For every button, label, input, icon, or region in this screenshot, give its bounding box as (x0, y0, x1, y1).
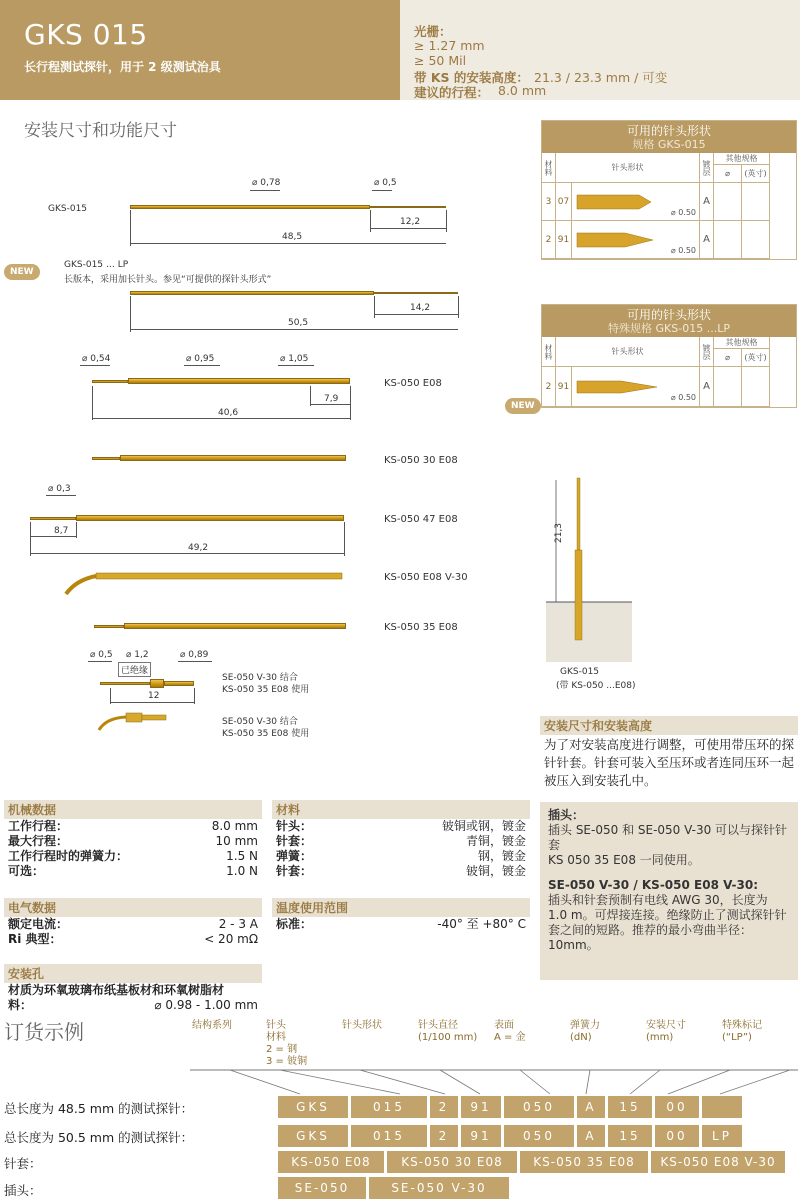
dim-ext (130, 296, 131, 332)
dim-line (310, 404, 350, 405)
dim-line (374, 314, 458, 315)
order-col-install: 安装尺寸 (mm) (646, 1020, 686, 1043)
dim-ext (76, 522, 77, 538)
dim-ext (350, 386, 351, 420)
dim-d089: ⌀ 0,89 (180, 650, 209, 660)
plug-pin (164, 681, 194, 686)
grid-label: 光栅： (414, 24, 452, 39)
mech-row: 可选： 1.0 N (8, 864, 258, 878)
row1-empty (742, 183, 770, 221)
row2-mat: 2 (542, 221, 556, 259)
sleeve-30-nose (92, 457, 120, 460)
order-col-spring: 弹簧力 (dN) (570, 1020, 600, 1043)
dim-d054: ⌀ 0,54 (82, 354, 111, 364)
tip-table-lp-subtitle: 特殊规格 GKS-015 ...LP (608, 322, 730, 335)
row1-code: 07 (556, 183, 572, 221)
dim-line (130, 243, 446, 244)
order-row2-label: 总长度为 50.5 mm 的测试探针： (4, 1130, 194, 1145)
row1-empty (714, 183, 742, 221)
plug-note2-a: SE-050 V-30 结合 (222, 717, 298, 727)
dim-ext (92, 386, 93, 420)
col-material: 材料 (542, 337, 556, 367)
installation-drawing (540, 470, 640, 670)
tip-shape-91-icon (575, 230, 655, 250)
order-row1: GKS 015 2 91 050 A 15 00 (278, 1096, 745, 1118)
col-material: 材料 (542, 153, 556, 183)
tip-table-standard (541, 120, 797, 260)
tip-shape-07-icon (575, 192, 655, 212)
col-mil: (英寸) (742, 349, 770, 367)
sleeve-30-body (120, 455, 346, 461)
sleeve-label-47: KS-050 47 E08 (384, 514, 458, 525)
temp-row: 标准： -40° 至 +80° C (276, 917, 526, 931)
hole-block (4, 964, 262, 1013)
dim-d105: ⌀ 1,05 (280, 354, 309, 364)
ks-height-label: 带 KS 的安装高度： (414, 70, 529, 85)
sleeve-47-body (76, 515, 344, 521)
spec-summary (400, 0, 800, 100)
dim-d12: ⌀ 1,2 (126, 650, 149, 660)
dim-leader (80, 365, 110, 366)
order-heading: 订货示例 (4, 1020, 84, 1044)
tip-table-lp-title: 可用的针头形状 (626, 308, 711, 322)
dim-ext (446, 210, 447, 232)
col-d: ⌀ (714, 349, 742, 367)
section-dimensions-title: 安装尺寸和功能尺寸 (24, 121, 177, 141)
row2-plating: A (700, 221, 714, 259)
dim-l12: 12 (148, 691, 160, 701)
elec-row: Ri 典型： < 20 mΩ (8, 932, 258, 946)
grid-mil: ≥ 50 Mil (414, 53, 467, 68)
order-row2: GKS 015 2 91 050 A 15 00 LP (278, 1125, 745, 1147)
dim-line (130, 329, 458, 330)
drawing-label-lp: GKS-015 … LP (64, 260, 129, 270)
travel-label: 建议的行程： (414, 85, 490, 100)
plug-p3: 插头和针套预制有电线 AWG 30，长度为 1.0 m。可焊接连接。绝缘防止了测试探针针套之间的短路。推荐的最小弯曲半径：10mm。 (548, 893, 787, 952)
sleeve-e08-body (128, 378, 350, 384)
dim-ext (194, 688, 195, 704)
lp-row1-plating: A (700, 367, 714, 407)
elec-heading: 电气数据 (4, 898, 262, 917)
row2-empty (714, 221, 742, 259)
new-badge: NEW (4, 264, 40, 280)
order-sleeve-label: 针套： (4, 1156, 42, 1171)
row2-shape (572, 221, 700, 259)
dim-leader (88, 661, 112, 662)
col-shape: 针头形状 (556, 337, 700, 367)
dim-ext (458, 296, 459, 318)
row1-plating: A (700, 183, 714, 221)
col-other: 其他规格 (714, 153, 770, 165)
dim-line (370, 228, 446, 229)
plug-wire (100, 682, 150, 685)
probe-lp-body (130, 291, 374, 295)
tip-table-lp-header (542, 305, 796, 337)
sleeve-e08-nose (92, 380, 128, 383)
install-text: 为了对安装高度进行调整，可使用带压环的探针针套。针套可装入至压环或者连同压环一起被压入到安装孔中。 (544, 737, 795, 788)
dim-line (30, 536, 76, 537)
tip-table-title: 可用的针头形状 (626, 124, 711, 138)
plug-heading-2: SE-050 V-30 / KS-050 E08 V-30: (548, 878, 758, 892)
dim-d078: ⌀ 0,78 (252, 178, 281, 188)
mech-row: 最大行程： 10 mm (8, 834, 258, 848)
travel-value: 8.0 mm (498, 83, 547, 98)
dim-l485: 48,5 (282, 232, 303, 242)
lp-row1-mat: 2 (542, 367, 556, 407)
temp-heading: 温度使用范围 (272, 898, 530, 917)
install-label-2: (带 KS-050 ...E08) (556, 681, 636, 691)
material-row: 针套： 青铜，镀金 (276, 834, 526, 848)
material-block (272, 800, 530, 879)
dim-l505: 50,5 (288, 318, 309, 328)
temp-block (272, 898, 530, 932)
row2-code: 91 (556, 221, 572, 259)
dim-ext (344, 522, 345, 556)
dim-leader (372, 190, 392, 191)
sleeve-label-35: KS-050 35 E08 (384, 622, 458, 633)
dim-ext (310, 386, 311, 406)
dim-l406: 40,6 (218, 408, 239, 418)
col-other: 其他规格 (714, 337, 770, 349)
row1-shape (572, 183, 700, 221)
material-row: 弹簧： 钢，镀金 (276, 849, 526, 863)
hole-line2: 料： ⌀ 0.98 - 1.00 mm (8, 998, 258, 1012)
row1-mat: 3 (542, 183, 556, 221)
page-title: GKS 015 (24, 18, 148, 51)
page-subtitle: 长行程测试探针，用于 2 级测试治具 (24, 60, 221, 74)
probe-lp-tip (374, 292, 458, 294)
sleeve-label-v30: KS-050 E08 V-30 (384, 572, 468, 583)
dim-line (92, 418, 350, 419)
sleeve-35-body (124, 623, 346, 629)
mech-heading: 机械数据 (4, 800, 262, 819)
material-heading: 材料 (272, 800, 530, 819)
dim-leader (178, 661, 212, 662)
tip-table-lp (541, 304, 797, 408)
ks-height-value: 21.3 / 23.3 mm / 可变 (534, 70, 668, 85)
order-row1-label: 总长度为 48.5 mm 的测试探针： (4, 1101, 194, 1116)
dim-d03: ⌀ 0,3 (48, 484, 71, 494)
plug-note2-b: KS-050 35 E08 使用 (222, 729, 310, 739)
lp-row1-shape (572, 367, 700, 407)
order-col-diameter: 针头直径 (1/100 mm) (418, 1020, 478, 1043)
plug-v30-drawing (96, 712, 206, 734)
dim-l79: 7,9 (324, 394, 339, 404)
col-mil: (英寸) (742, 165, 770, 183)
tip-table-standard-header (542, 121, 796, 153)
dim-d095: ⌀ 0,95 (186, 354, 215, 364)
hole-line1: 材质为环氧玻璃布纸基板材和环氧树脂材 (8, 983, 225, 997)
header-banner (0, 0, 400, 100)
probe-gks015-tip (370, 206, 446, 208)
dim-d05a: ⌀ 0,5 (374, 178, 397, 188)
install-label-1: GKS-015 (560, 667, 600, 677)
order-sleeves: KS-050 E08 KS-050 30 E08 KS-050 35 E08 KS-050 E08 V-30 (278, 1151, 785, 1173)
hole-heading: 安装孔 (4, 964, 262, 983)
dim-leader (250, 190, 280, 191)
dim-h213: 21,3 (554, 522, 565, 544)
order-col-shape: 针头形状 (342, 1020, 382, 1031)
dim-d05b: ⌀ 0,5 (90, 650, 113, 660)
dim-l87: 8,7 (54, 526, 69, 536)
sleeve-35-nose (94, 625, 124, 628)
dim-l122: 12,2 (400, 217, 421, 227)
tip-shape-91-lp-icon (575, 377, 659, 397)
install-heading: 安装尺寸和安装高度 (540, 716, 798, 735)
row2-empty (742, 221, 770, 259)
mech-row: 工作行程： 8.0 mm (8, 819, 258, 833)
col-d: ⌀ (714, 165, 742, 183)
material-row: 针套： 铍铜，镀金 (276, 864, 526, 878)
row1-dia: ⌀ 0.50 (670, 208, 696, 217)
material-row: 针头： 铍铜或钢，镀金 (276, 819, 526, 833)
sleeve-label-30: KS-050 30 E08 (384, 455, 458, 466)
lp-row1-code: 91 (556, 367, 572, 407)
plug-collar (150, 679, 164, 688)
elec-row: 额定电流： 2 - 3 A (8, 917, 258, 931)
probe-gks015-body (130, 205, 370, 209)
order-col-series: 结构系列 (192, 1020, 232, 1031)
order-col-special: 特殊标记 (“LP”) (722, 1020, 762, 1043)
tip-table-subtitle: 规格 GKS-015 (632, 138, 706, 151)
dim-leader (278, 365, 314, 366)
lp-row1-empty (742, 367, 770, 407)
plug-heading: 插头： (548, 808, 585, 822)
row2-dia: ⌀ 0.50 (670, 246, 696, 255)
insulated-label: 已绝缘 (118, 662, 151, 677)
order-connector-lines (190, 1068, 800, 1098)
grid-mm: ≥ 1.27 mm (414, 38, 485, 53)
mech-row: 工作行程时的弹簧力： 1.5 N (8, 849, 258, 863)
sleeve-label-e08: KS-050 E08 (384, 378, 442, 389)
dim-ext (130, 210, 131, 246)
order-plugs: SE-050 SE-050 V-30 (278, 1177, 512, 1199)
plug-p1: 插头 SE-050 和 SE-050 V-30 可以与探针针套 (548, 823, 788, 852)
order-col-surface: 表面 A = 金 (494, 1020, 526, 1043)
dim-line (30, 553, 344, 554)
mech-block (4, 800, 262, 879)
order-col-material: 针头 材料 2 = 钢 3 = 铍铜 (266, 1020, 308, 1067)
order-plug-label: 插头： (4, 1183, 42, 1198)
lp-row1-dia: ⌀ 0.50 (670, 393, 696, 402)
sleeve-47-nose (30, 517, 76, 520)
dim-leader (184, 365, 220, 366)
col-plating: 镀层 (700, 337, 714, 367)
sleeve-v30-drawing (62, 570, 362, 600)
dim-ext (30, 522, 31, 556)
col-shape: 针头形状 (556, 153, 700, 183)
lp-row1-empty (714, 367, 742, 407)
dim-line (110, 702, 194, 703)
plug-note1-a: SE-050 V-30 结合 (222, 673, 298, 683)
elec-block (4, 898, 262, 947)
plug-info-box (540, 802, 798, 980)
plug-note1-b: KS-050 35 E08 使用 (222, 685, 310, 695)
lp-note: 长版本，采用加长针头。参见“可提供的探针头形式” (64, 275, 272, 285)
plug-p2: KS 050 35 E08 一同使用。 (548, 853, 700, 867)
drawing-label-gks015: GKS-015 (48, 204, 88, 214)
new-badge-lp: NEW (505, 398, 541, 414)
dim-l492: 49,2 (188, 543, 209, 553)
dim-l142: 14,2 (410, 303, 431, 313)
col-plating: 镀层 (700, 153, 714, 183)
dim-leader (46, 495, 76, 496)
